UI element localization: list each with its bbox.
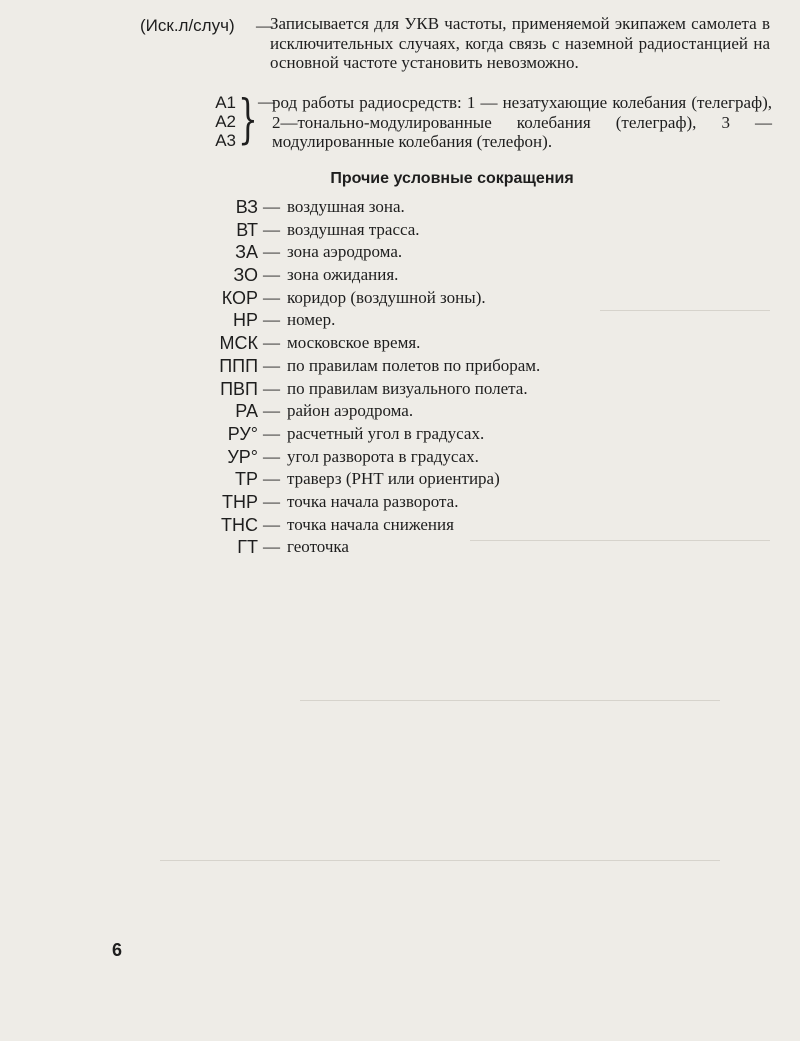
definition-text: род работы радиосредств: 1 — незатухающие колебания (телеграф), 2—тонально-модулированные колебания (телеграф), 3 — модулированные колебания (телефон). — [272, 93, 772, 151]
abbreviation-term: ТНС — [221, 514, 258, 535]
abbreviation-description: по правилам визуального полета. — [287, 378, 528, 398]
abbreviation-term: РУ° — [227, 423, 258, 444]
abbreviation-description: геоточка — [287, 537, 349, 557]
abbreviation-dash: — — [263, 378, 280, 398]
abbreviation-term: РА — [235, 401, 258, 422]
bleed-through-line — [300, 700, 720, 701]
abbreviation-term: ЗА — [235, 242, 258, 263]
abbreviation-list — [140, 196, 740, 559]
grouping-brace: } — [238, 90, 258, 150]
abbreviation-description: воздушная зона. — [287, 197, 405, 216]
term-a2: А2 — [215, 112, 236, 131]
abbreviation-dash: — — [263, 401, 280, 421]
list-item — [140, 241, 740, 264]
abbreviation-dash: — — [263, 310, 280, 330]
list-item — [140, 196, 740, 219]
abbreviation-description: воздушная трасса. — [287, 219, 420, 239]
list-item — [140, 219, 740, 242]
abbreviation-description: точка начала разворота. — [287, 491, 459, 511]
abbreviation-dash: — — [263, 265, 280, 285]
abbreviation-term: КОР — [221, 287, 258, 308]
definition-dash: — — [258, 92, 275, 111]
abbreviation-dash: — — [263, 287, 280, 307]
bleed-through-line — [160, 860, 720, 861]
definition-term: (Иск.л/случ) — [140, 16, 235, 35]
abbreviation-dash: — — [263, 355, 280, 375]
abbreviation-dash: — — [263, 537, 280, 557]
section-title: Прочие условные сокращения — [330, 170, 574, 187]
abbreviation-term: ППП — [219, 355, 258, 376]
list-item — [140, 264, 740, 287]
list-item — [140, 468, 740, 491]
page-number: 6 — [112, 940, 123, 960]
list-item — [140, 446, 740, 469]
abbreviation-term: ТР — [234, 469, 258, 490]
abbreviation-dash: — — [263, 242, 280, 262]
abbreviation-description: район аэродрома. — [287, 401, 414, 421]
list-item — [140, 536, 740, 559]
list-item — [140, 332, 740, 355]
abbreviation-description: расчетный угол в градусах. — [287, 423, 485, 443]
term-a1: А1 — [215, 93, 236, 112]
list-item — [140, 514, 740, 537]
abbreviation-dash: — — [263, 446, 280, 466]
abbreviation-description: зона ожидания. — [287, 265, 399, 285]
list-item — [140, 355, 740, 378]
list-item — [140, 400, 740, 423]
abbreviation-dash: — — [263, 491, 280, 511]
abbreviation-description: угол разворота в градусах. — [287, 446, 479, 466]
abbreviation-term: ТНР — [222, 491, 258, 512]
abbreviation-dash: — — [263, 219, 280, 239]
abbreviation-dash: — — [263, 333, 280, 353]
definition-text: Записывается для УКВ частоты, применяемой экипажем самолета в исключительных случаях, когда связь с наземной радиостанцией на основной частоте установить невозможно. — [270, 14, 770, 72]
abbreviation-dash: — — [263, 197, 280, 216]
abbreviation-description: точка начала снижения — [287, 514, 454, 534]
abbreviation-description: траверз (РНТ или ориентира) — [287, 469, 500, 489]
abbreviation-term: МСК — [219, 333, 258, 354]
abbreviation-dash: — — [263, 514, 280, 534]
abbreviation-description: зона аэродрома. — [287, 242, 403, 262]
list-item — [140, 491, 740, 514]
abbreviation-description: московское время. — [287, 333, 421, 353]
list-item — [140, 309, 740, 332]
term-a3: А3 — [215, 131, 236, 150]
definition-terms — [212, 93, 236, 150]
abbreviation-dash: — — [263, 469, 280, 489]
abbreviation-description: коридор (воздушной зоны). — [287, 287, 486, 307]
abbreviation-term: ГТ — [237, 537, 258, 558]
list-item — [140, 378, 740, 401]
abbreviation-term: УР° — [227, 446, 258, 467]
definition-dash: — — [256, 16, 273, 35]
abbreviation-term: ЗО — [233, 265, 258, 286]
list-item — [140, 287, 740, 310]
abbreviation-term: ВТ — [236, 219, 258, 240]
abbreviation-term: ВЗ — [235, 197, 258, 217]
abbreviation-term: ПВП — [220, 378, 258, 399]
abbreviation-term: НР — [232, 310, 258, 331]
list-item — [140, 423, 740, 446]
abbreviation-description: по правилам полетов по приборам. — [287, 355, 541, 375]
abbreviation-description: номер. — [287, 310, 336, 330]
abbreviation-dash: — — [263, 423, 280, 443]
